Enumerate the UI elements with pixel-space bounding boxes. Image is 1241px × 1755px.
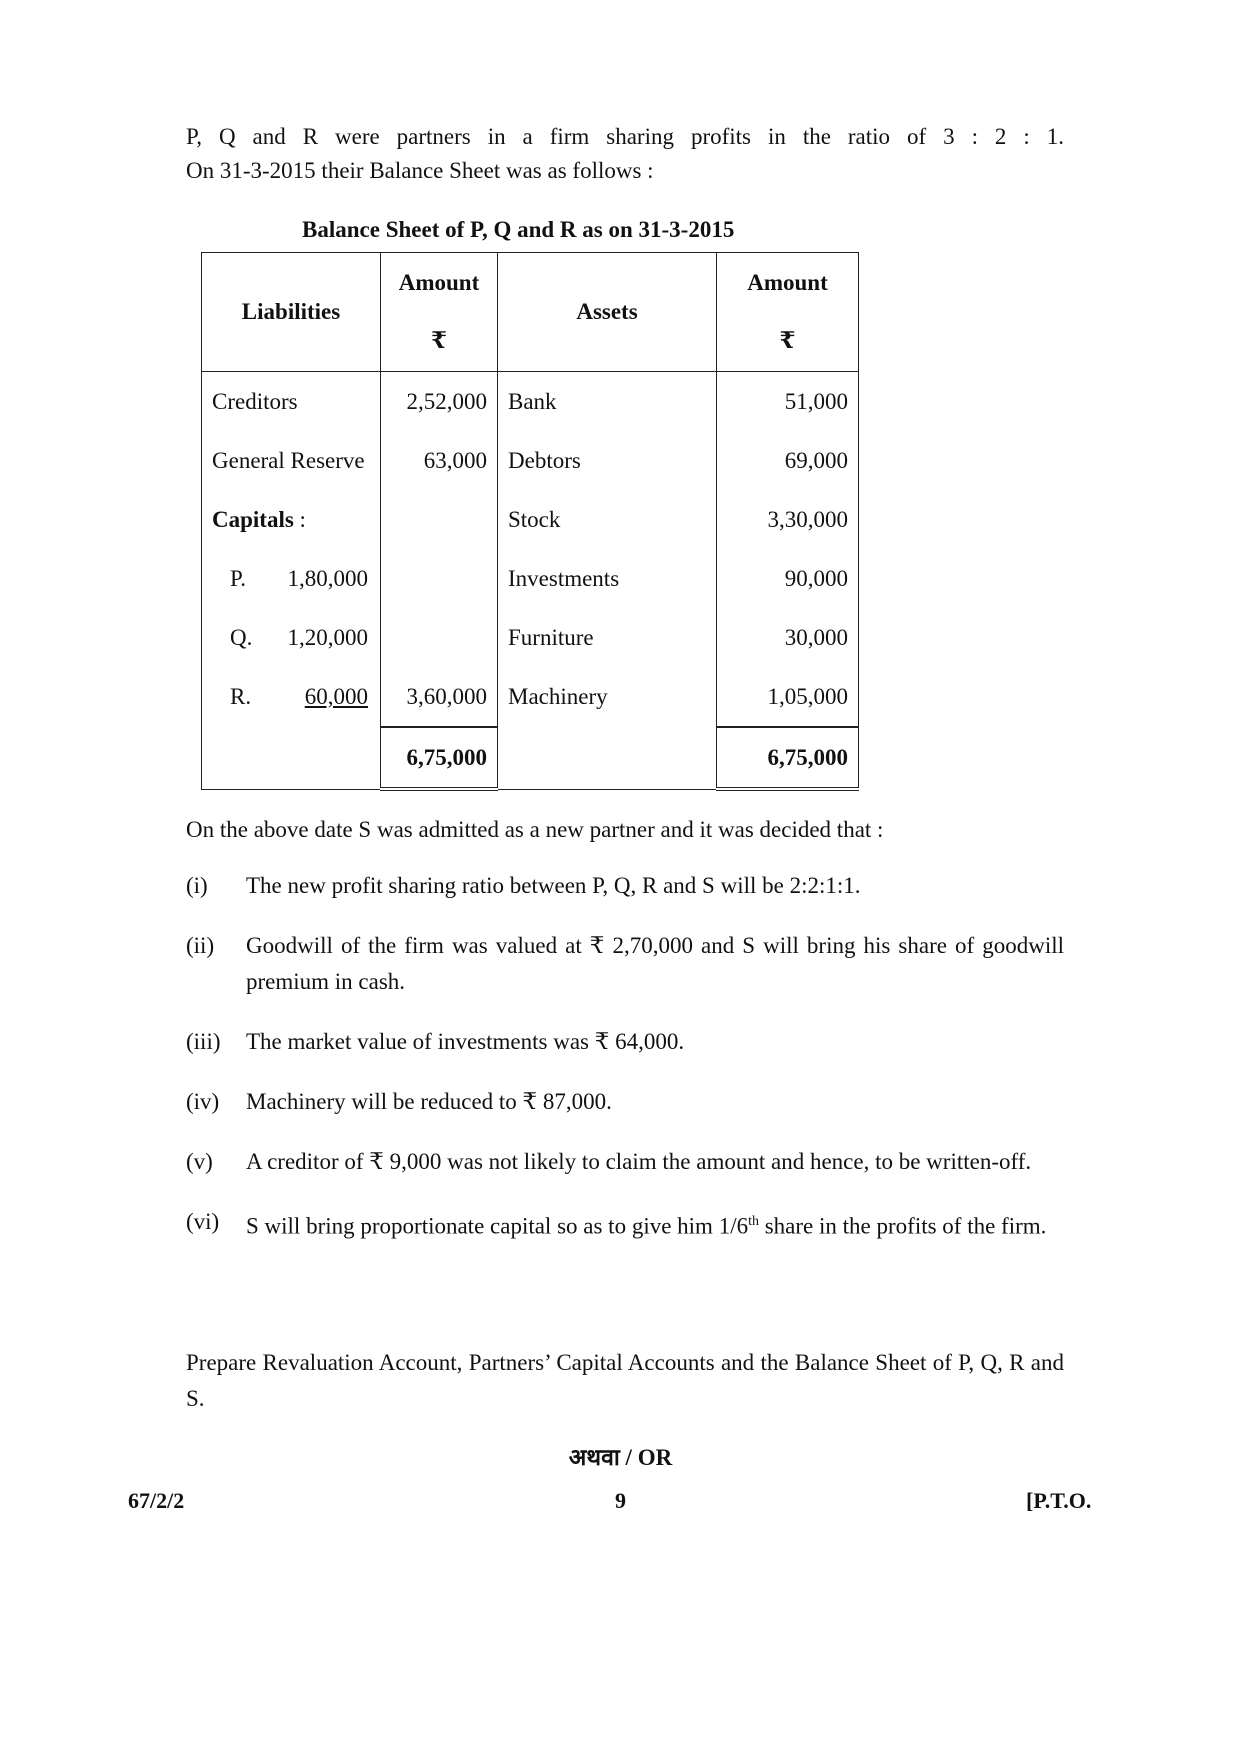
asset-label: Furniture xyxy=(498,608,717,667)
liability-label: Creditors xyxy=(202,372,381,432)
liability-amount xyxy=(381,608,498,667)
partner-name: Q. xyxy=(230,624,253,650)
liability-label: General Reserve xyxy=(202,431,381,490)
assets-header: Assets xyxy=(498,253,717,372)
rupee-symbol: ₹ xyxy=(779,328,796,353)
item-text xyxy=(246,1204,1064,1245)
empty-cell xyxy=(202,727,381,789)
item-text: The new profit sharing ratio between P, Q, R and S will be 2:2:1:1. xyxy=(246,873,861,898)
item-label: (iv) xyxy=(186,1089,220,1114)
table-row xyxy=(202,667,859,727)
item-label: (iii) xyxy=(186,1029,221,1054)
list-item xyxy=(186,1144,1064,1180)
list-item xyxy=(186,868,1064,904)
intro-paragraph xyxy=(186,120,1064,188)
liability-amount: 2,52,000 xyxy=(381,372,498,432)
balance-sheet-title: Balance Sheet of P, Q and R as on 31-3-2015 xyxy=(302,217,735,242)
item-label: (i) xyxy=(186,873,208,898)
amount-label: Amount xyxy=(747,270,828,295)
superscript: th xyxy=(748,1214,759,1229)
asset-amount: 30,000 xyxy=(717,608,859,667)
capitals-colon: : xyxy=(293,506,306,532)
item-text: A creditor of ₹ 9,000 was not likely to claim the amount and hence, to be written-off. xyxy=(246,1149,1032,1174)
list-item xyxy=(186,1084,1064,1120)
partner-capital xyxy=(202,608,381,667)
paper-code: 67/2/2 xyxy=(128,1488,185,1513)
list-item xyxy=(186,1204,1064,1245)
item-label: (v) xyxy=(186,1149,213,1174)
asset-label: Debtors xyxy=(498,431,717,490)
asset-amount: 90,000 xyxy=(717,549,859,608)
balance-sheet-table xyxy=(201,252,859,791)
asset-amount: 1,05,000 xyxy=(717,667,859,727)
total-row xyxy=(202,727,859,789)
partner-amount: 1,20,000 xyxy=(287,624,368,650)
partner-capital xyxy=(202,549,381,608)
partner-amount: 60,000 xyxy=(304,684,368,709)
partner-name: R. xyxy=(230,684,252,709)
table-row xyxy=(202,372,859,432)
assets-amount-header xyxy=(717,253,859,372)
list-item xyxy=(186,928,1064,1000)
item-label: (vi) xyxy=(186,1209,220,1234)
asset-amount: 69,000 xyxy=(717,431,859,490)
liability-amount xyxy=(381,490,498,549)
asset-amount: 3,30,000 xyxy=(717,490,859,549)
item-label: (ii) xyxy=(186,933,215,958)
conditions-list xyxy=(186,868,1064,1269)
admission-intro: On the above date S was admitted as a new partner and it was decided that : xyxy=(186,817,884,842)
empty-cell xyxy=(498,727,717,789)
table-row xyxy=(202,608,859,667)
capitals-label xyxy=(202,490,381,549)
asset-label: Investments xyxy=(498,549,717,608)
item-text: Machinery will be reduced to ₹ 87,000. xyxy=(246,1089,612,1114)
liabilities-amount-header xyxy=(381,253,498,372)
partner-capital xyxy=(202,667,381,727)
item-text: The market value of investments was ₹ 64,000. xyxy=(246,1029,685,1054)
asset-amount: 51,000 xyxy=(717,372,859,432)
table-row xyxy=(202,431,859,490)
page-number: 9 xyxy=(615,1488,626,1513)
list-item xyxy=(186,1024,1064,1060)
liability-amount: 3,60,000 xyxy=(381,667,498,727)
partner-amount: 1,80,000 xyxy=(287,565,368,591)
table-row xyxy=(202,549,859,608)
intro-line-2: On 31-3-2015 their Balance Sheet was as follows : xyxy=(186,158,654,183)
item-text: Goodwill of the firm was valued at ₹ 2,70,000 and S will bring his share of goodwill premium in cash. xyxy=(246,933,1064,994)
liability-amount: 63,000 xyxy=(381,431,498,490)
asset-label: Bank xyxy=(498,372,717,432)
instruction-text: Prepare Revaluation Account, Partners’ Capital Accounts and the Balance Sheet of P, Q, R and S. xyxy=(186,1350,1064,1411)
item-text-after: share in the profits of the firm. xyxy=(758,1213,1047,1239)
capitals-heading: Capitals xyxy=(212,506,294,532)
table-header-row xyxy=(202,253,859,372)
liability-amount xyxy=(381,549,498,608)
table-row xyxy=(202,490,859,549)
total-assets: 6,75,000 xyxy=(717,727,859,789)
or-separator: अथवा / OR xyxy=(568,1445,673,1470)
liabilities-header: Liabilities xyxy=(202,253,381,372)
asset-label: Stock xyxy=(498,490,717,549)
amount-label: Amount xyxy=(398,270,480,295)
partner-name: P. xyxy=(230,565,246,591)
rupee-symbol: ₹ xyxy=(430,328,447,353)
intro-line-1: P, Q and R were partners in a firm sharing profits in the ratio of 3 : 2 : 1. xyxy=(186,124,1064,149)
item-text-before: S will bring proportionate capital so as to give him 1/6 xyxy=(246,1213,749,1239)
asset-label: Machinery xyxy=(498,667,717,727)
pto-label: [P.T.O. xyxy=(1026,1488,1092,1513)
total-liabilities: 6,75,000 xyxy=(381,727,498,789)
